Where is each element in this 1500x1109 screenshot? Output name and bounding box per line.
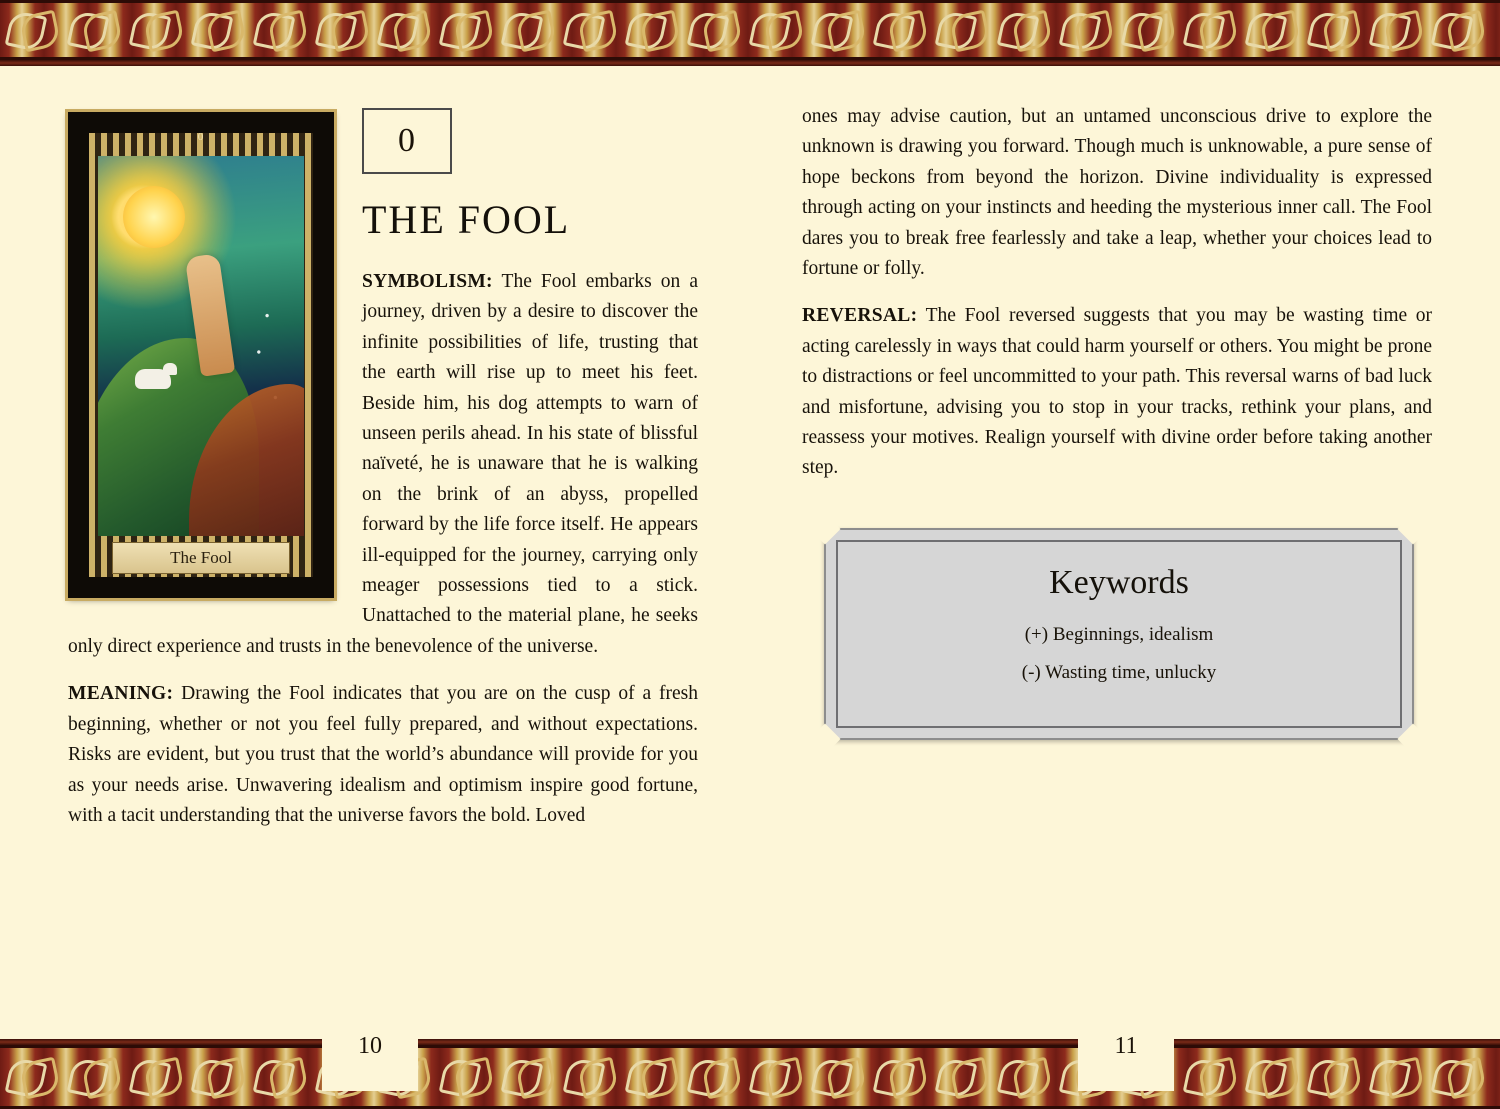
knot-icon [1054, 8, 1116, 52]
knot-icon [1302, 1055, 1364, 1099]
knot-icon [1426, 1055, 1488, 1099]
knot-icon [682, 1055, 744, 1099]
knot-icon [868, 1055, 930, 1099]
keywords-negative: (-) Wasting time, unlucky [1021, 661, 1217, 683]
knot-icon [1116, 8, 1178, 52]
knot-icon [1364, 8, 1426, 52]
continuation-paragraph: ones may advise caution, but an untamed unconscious drive to explore the unknown is drawing you forward. Though much is unknowable, a pure sense of hope beckons from beyond the horizon. Divine individuality is expressed through acting on your instincts and heeding the mysterious inner call. The Fool dares you to break free fearlessly and take a leap, whether your choices lead to fortune or folly. [802, 106, 1432, 280]
tarot-card-image [68, 112, 334, 598]
knot-icon [558, 8, 620, 52]
knot-icon [992, 8, 1054, 52]
knot-icon [124, 1055, 186, 1099]
dog-figure [135, 369, 171, 389]
knot-icon [248, 1055, 310, 1099]
panel-corner-cut [1397, 513, 1428, 544]
knot-icon [930, 8, 992, 52]
reversal-text: The Fool reversed suggests that you may be wasting time or acting carelessly in ways that could harm yourself or others. You might be prone to distractions or feel uncommitted to your path. This reversal warns of bad luck and misfortune, advising you to stop in your tracks, rethink your plans, and reassess your motives. Realign yourself with divine order before taking another step. [802, 305, 1432, 479]
keywords-panel [824, 528, 1414, 740]
card-numeral-box: 0 [362, 108, 452, 174]
knot-icon [1364, 1055, 1426, 1099]
page-number-left: 10 [322, 1017, 418, 1091]
knot-icon [806, 1055, 868, 1099]
knot-icon [558, 1055, 620, 1099]
top-celtic-border [0, 0, 1500, 60]
knot-icon [930, 1055, 992, 1099]
reversal-label: REVERSAL: [802, 305, 918, 327]
knot-icon [992, 1055, 1054, 1099]
right-page [750, 66, 1500, 1039]
keywords-positive: (+) Beginnings, idealism [1024, 623, 1214, 645]
meaning-label: MEANING: [68, 683, 174, 705]
knot-icon [434, 1055, 496, 1099]
left-page [0, 66, 750, 1039]
knot-icon [682, 8, 744, 52]
knot-icon [1240, 8, 1302, 52]
knot-icon [124, 8, 186, 52]
bottom-celtic-border [0, 1045, 1500, 1109]
panel-corner-cut [809, 723, 840, 754]
knot-icon [1178, 1055, 1240, 1099]
knot-icon [806, 8, 868, 52]
page-number-right: 11 [1078, 1017, 1174, 1091]
reversal-paragraph [802, 301, 1432, 483]
spread-content [0, 66, 1500, 1039]
knot-icon [0, 1055, 62, 1099]
panel-corner-cut [1397, 723, 1428, 754]
meaning-text: Drawing the Fool indicates that you are on the cusp of a fresh beginning, whether or not you feel fully prepared, and without expectations. Risks are evident, but you trust that the world’s abundance will provide for you as your needs arise. Unwavering idealism and optimism inspire good fortune, with a tacit understanding that the universe favors the bold. Loved [68, 683, 698, 826]
knot-icon [1240, 1055, 1302, 1099]
keywords-inner-frame [836, 540, 1402, 728]
top-knot-row [0, 3, 1500, 57]
knot-icon [868, 8, 930, 52]
knot-icon [620, 1055, 682, 1099]
knot-icon [372, 8, 434, 52]
knot-icon [744, 8, 806, 52]
symbolism-label: SYMBOLISM: [362, 271, 493, 292]
knot-icon [62, 8, 124, 52]
symbolism-text: The Fool embarks on a journey, driven by a desire to discover the infinite possibilities of life, trusting that the earth will rise up to meet his feet. Beside him, his dog attempts to warn of unseen perils ahead. In his state of blissful naïveté, he is unaware that he is walking on the brink of an abyss, propelled forward by the life force itself. He appears ill-equipped for the journey, carrying only meager possessions tied to a stick. Unattached to the material plane, he seeks only direct experience and trusts in the benevolence of the universe. [68, 271, 698, 657]
knot-icon [1426, 8, 1488, 52]
knot-icon [434, 8, 496, 52]
knot-icon [496, 8, 558, 52]
knot-icon [620, 8, 682, 52]
knot-icon [62, 1055, 124, 1099]
card-artwork [98, 156, 304, 536]
knot-icon [1178, 8, 1240, 52]
tarot-card-figure [68, 112, 336, 598]
knot-icon [186, 1055, 248, 1099]
meaning-paragraph [68, 679, 698, 831]
card-title-plate: The Fool [112, 542, 290, 574]
keywords-heading: Keywords [1049, 563, 1189, 601]
knot-icon [0, 8, 62, 52]
knot-icon [186, 8, 248, 52]
knot-icon [1302, 8, 1364, 52]
page-title: THE FOOL [362, 197, 571, 242]
sun-icon [123, 186, 185, 248]
bottom-knot-row [0, 1048, 1500, 1106]
card-top-number: 0 [197, 131, 205, 143]
knot-icon [744, 1055, 806, 1099]
knot-icon [248, 8, 310, 52]
knot-icon [310, 8, 372, 52]
knot-icon [496, 1055, 558, 1099]
